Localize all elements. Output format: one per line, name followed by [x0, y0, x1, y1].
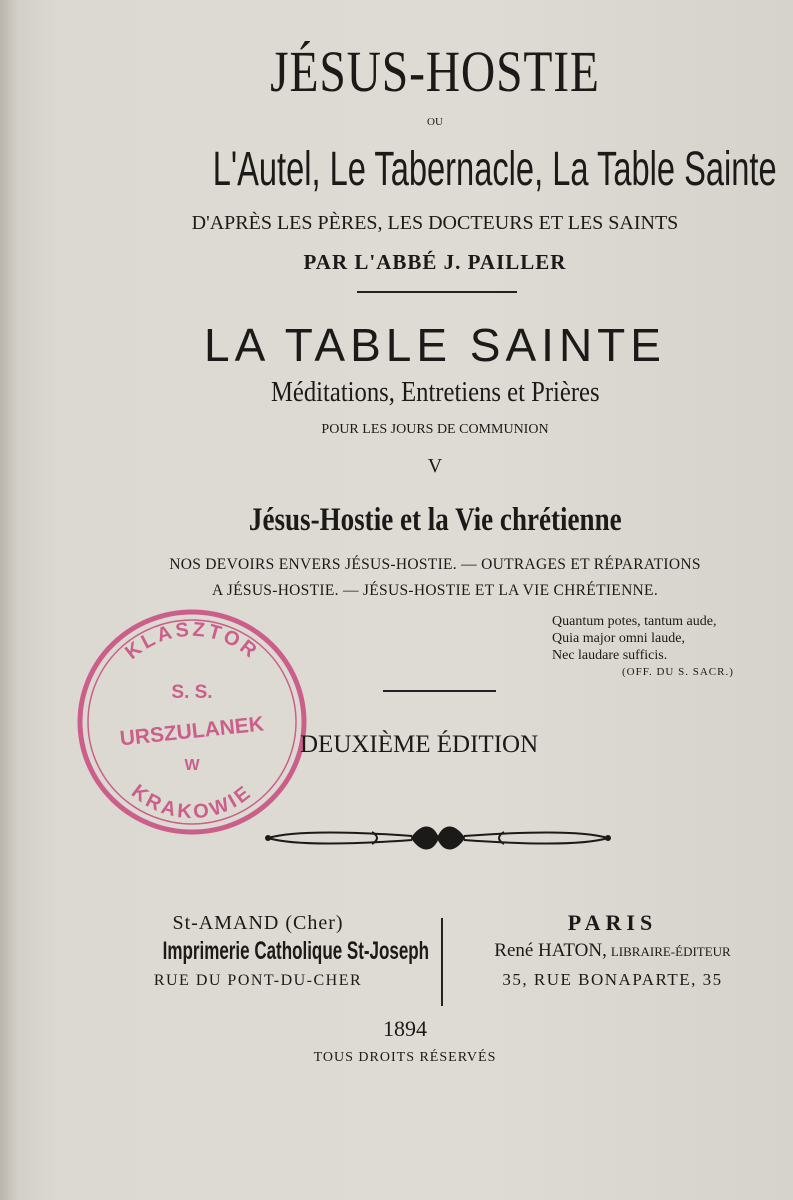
part-title: LA TABLE SAINTE [204, 319, 666, 371]
printer-name-text: Imprimerie Catholique St-Joseph [162, 937, 430, 965]
publisher-role: LIBRAIRE-ÉDITEUR [610, 944, 731, 959]
subtitle-text: L'Autel, Le Tabernacle, La Table Sainte [212, 143, 777, 196]
printer-city: St-AMAND (Cher) [172, 912, 344, 934]
epigraph-line: Quia major omni laude, [552, 631, 685, 646]
stamp-line: W [184, 757, 200, 774]
stamp-line: S. S. [171, 682, 213, 703]
printer-name [100, 937, 430, 966]
stamp-top-text: KLASZTOR [121, 618, 263, 664]
subtitle [80, 142, 790, 197]
contents-line-1: NOS DEVOIRS ENVERS JÉSUS-HOSTIE. — OUTRAGES ET RÉPARATIONS [169, 556, 701, 573]
rights: TOUS DROITS RÉSERVÉS [313, 1050, 497, 1065]
publisher-city: PARIS [567, 910, 658, 935]
publisher-address: 35, RUE BONAPARTE, 35 [502, 970, 723, 989]
edition: DEUXIÈME ÉDITION [300, 731, 539, 758]
publisher-info [460, 910, 765, 990]
contents-line-2: A JÉSUS-HOSTIE. — JÉSUS-HOSTIE ET LA VIE CHRÉTIENNE. [211, 582, 658, 599]
year: 1894 [383, 1016, 427, 1041]
book-title-text: JÉSUS-HOSTIE [270, 39, 600, 104]
ornament-icon [262, 822, 614, 854]
publisher-name: René HATON, [494, 940, 607, 961]
stamp-line: URSZULANEK [118, 712, 265, 751]
svg-text:KRAKOWIE [127, 781, 257, 824]
epigraph-source: (OFF. DU S. SACR.) [622, 666, 734, 678]
sources-line: D'APRÈS LES PÈRES, LES DOCTEURS ET LES SAINTS [191, 212, 679, 234]
divider-rule [383, 690, 496, 692]
part-subtitle-text: Méditations, Entretiens et Prières [270, 376, 600, 408]
author: PAR L'ABBÉ J. PAILLER [303, 250, 567, 274]
publisher-name-line [460, 940, 765, 962]
epigraph-line: Quantum potes, tantum aude, [552, 614, 717, 629]
volume-title [80, 502, 790, 539]
stamp-bottom-text: KRAKOWIE [127, 780, 257, 824]
volume-title-text: Jésus-Hostie et la Vie chrétienne [248, 502, 622, 538]
printer-address: RUE DU PONT-DU-CHER [153, 972, 363, 989]
library-stamp [76, 608, 308, 836]
column-divider [441, 918, 443, 1006]
printer-info [100, 912, 430, 990]
part-subtitle [80, 376, 790, 409]
epigraph-line: Nec laudare sufficis. [552, 648, 668, 663]
epigraph [552, 613, 734, 681]
part-note: POUR LES JOURS DE COMMUNION [321, 422, 549, 437]
divider-rule [357, 291, 517, 293]
conjunction-ou: OU [427, 116, 443, 128]
book-title [80, 38, 790, 105]
volume-number: V [427, 455, 443, 477]
